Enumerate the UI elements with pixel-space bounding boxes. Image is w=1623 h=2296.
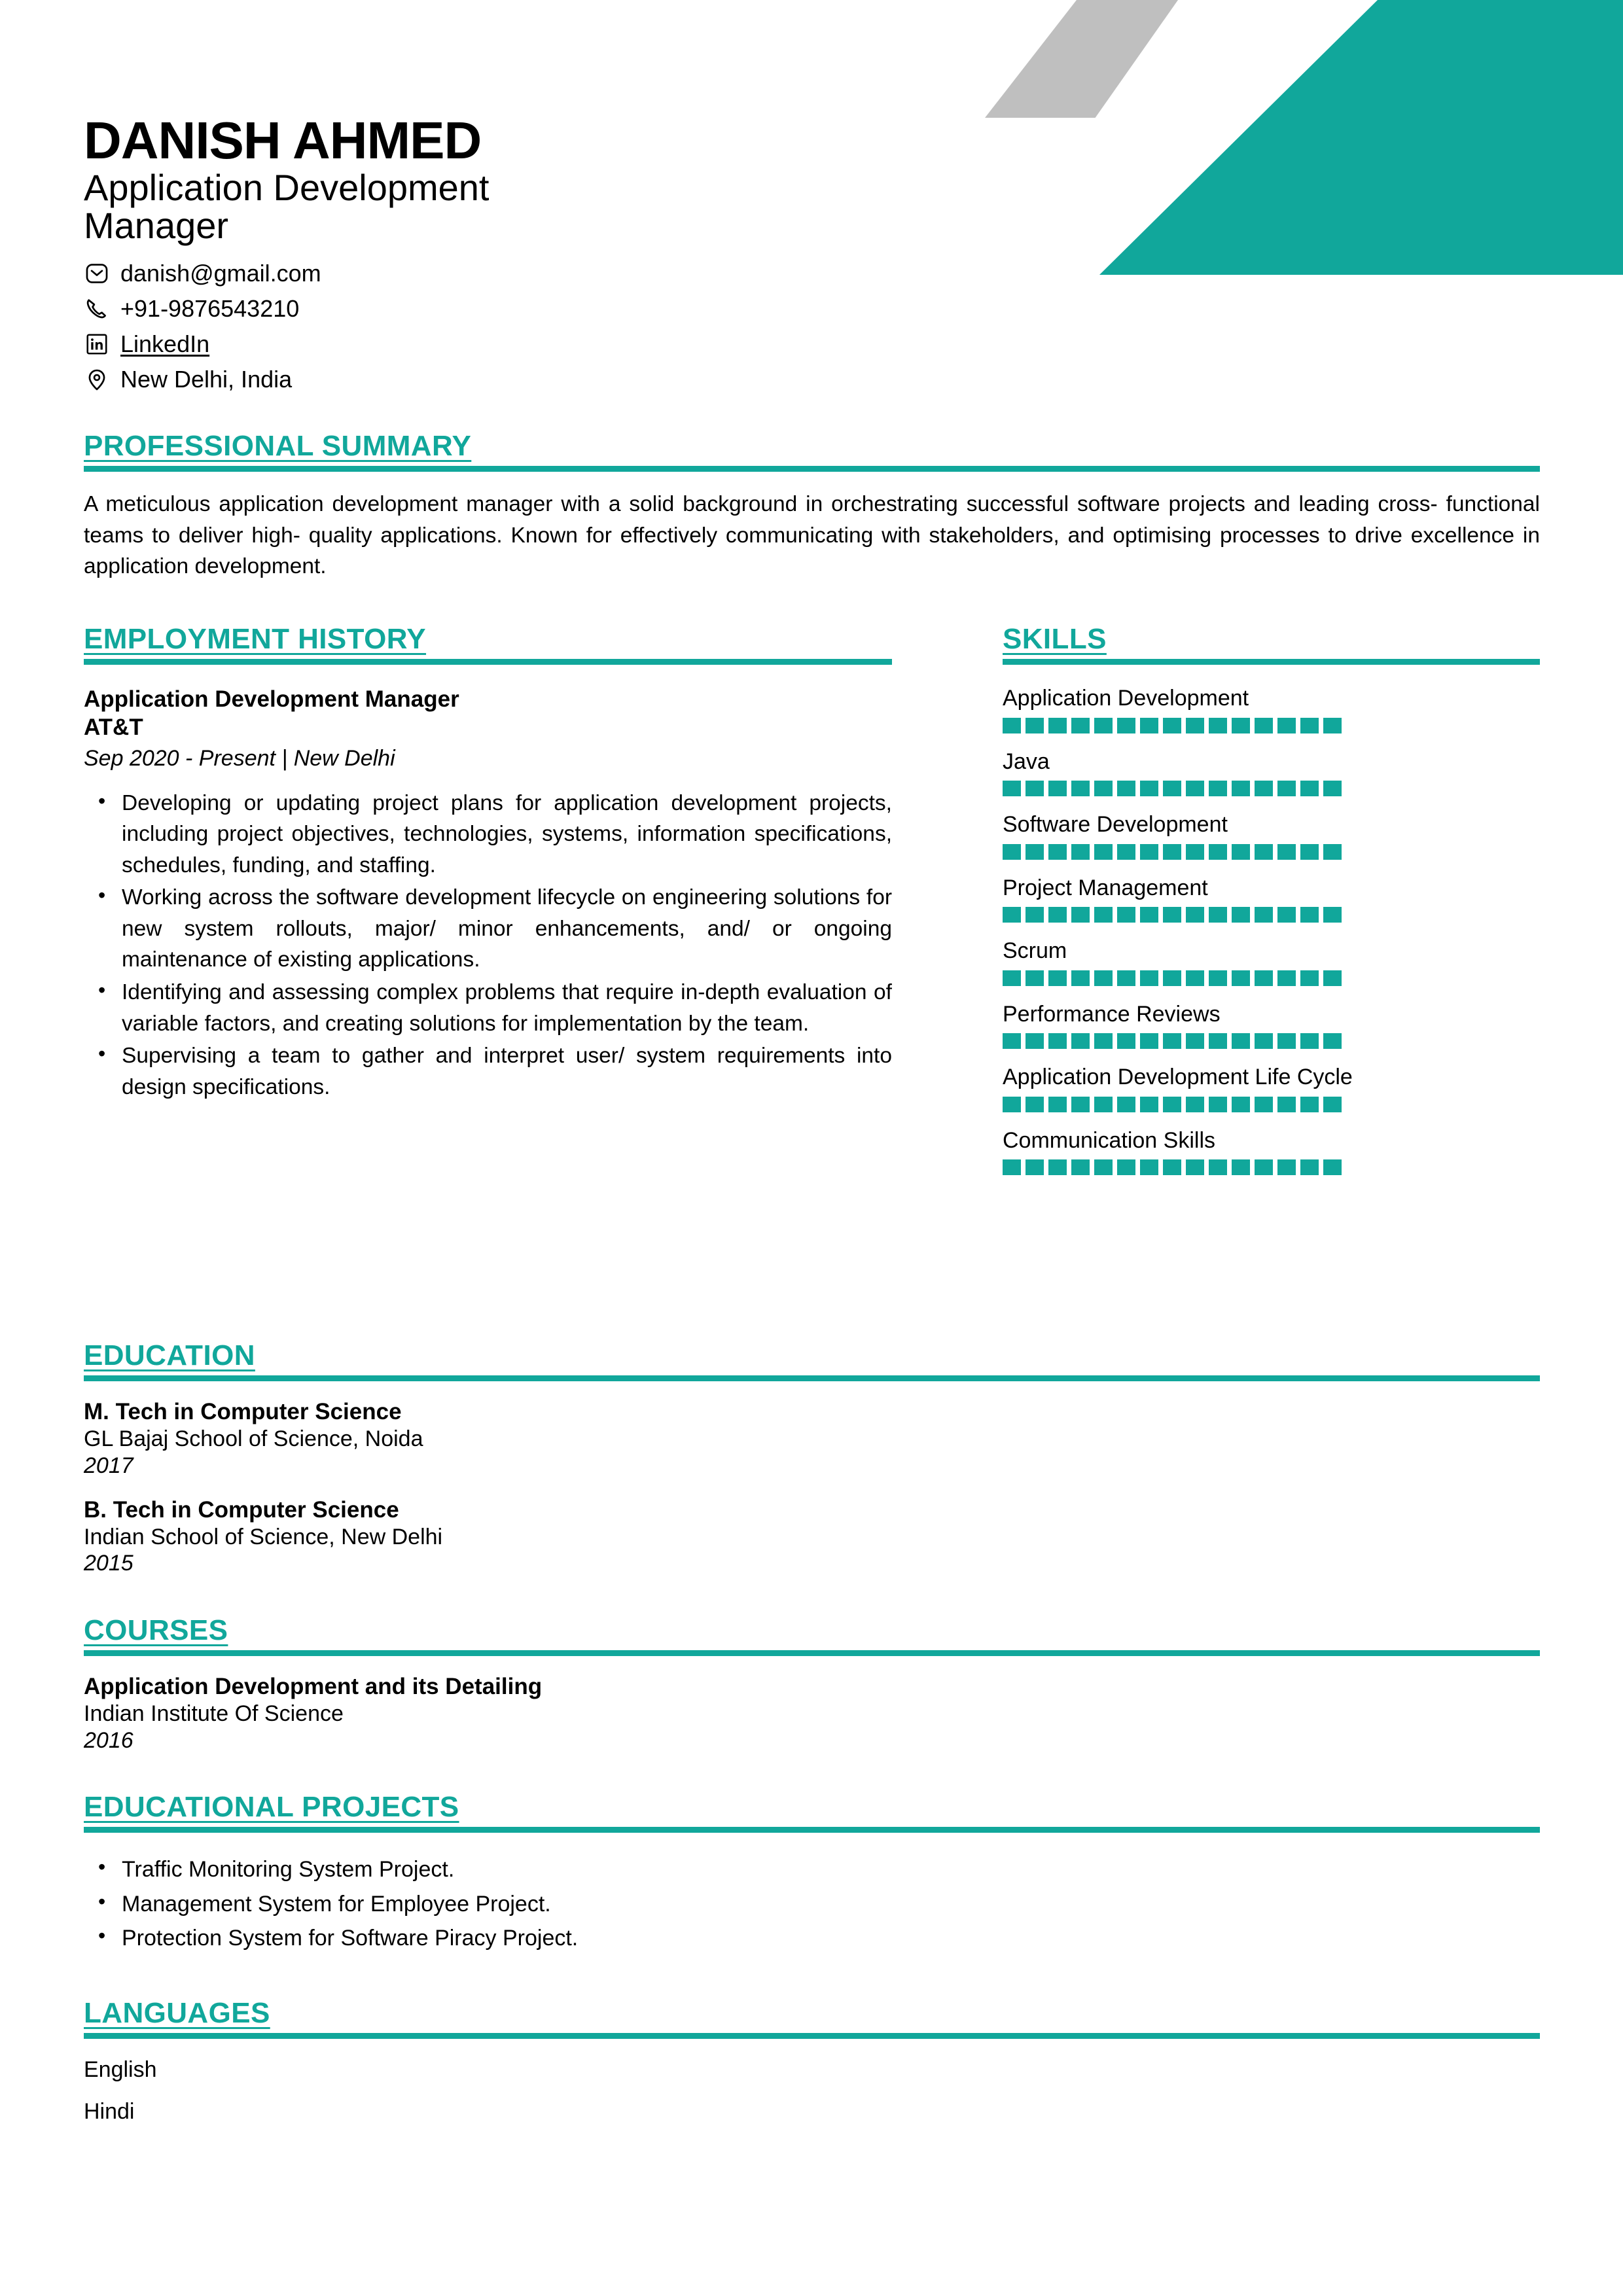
skill-cell xyxy=(1255,781,1273,796)
list-item: • Developing or updating project plans for application development projects, including project objectives, technologies, systems, information specifications, schedules, funding, and staffing. xyxy=(118,788,892,881)
section-heading-skills: SKILLS xyxy=(1003,623,1107,655)
skill-cell xyxy=(1300,1159,1319,1175)
education-degree: B. Tech in Computer Science xyxy=(84,1496,399,1523)
skill-cell xyxy=(1117,1097,1135,1112)
section-education xyxy=(84,1341,1540,1577)
skill-level-bar xyxy=(1003,718,1540,733)
skill-cell xyxy=(1094,1033,1113,1049)
skill-cell xyxy=(1048,970,1067,986)
education-school: Indian School of Science, New Delhi xyxy=(84,1524,443,1549)
skill-cell xyxy=(1094,1097,1113,1112)
skill-cell xyxy=(1300,907,1319,923)
skill-cell xyxy=(1209,1159,1227,1175)
skill-cell xyxy=(1277,781,1296,796)
skill-cell xyxy=(1232,970,1250,986)
skill-cell xyxy=(1232,1097,1250,1112)
skill-cell xyxy=(1186,970,1204,986)
teal-parallelogram-shape xyxy=(1093,0,1623,275)
skill-cell xyxy=(1071,1159,1090,1175)
skill-cell xyxy=(1277,970,1296,986)
skill-label: Java xyxy=(1003,749,1050,774)
education-year: 2015 xyxy=(84,1551,134,1576)
skill-level-bar xyxy=(1003,781,1540,796)
skill-label: Application Development xyxy=(1003,686,1249,711)
skill-cell xyxy=(1323,718,1342,733)
contact-item-linkedin[interactable] xyxy=(84,327,804,362)
skill-cell xyxy=(1255,1033,1273,1049)
skill-cell xyxy=(1209,970,1227,986)
section-languages xyxy=(84,1999,1540,2123)
skill-item xyxy=(1003,684,1540,733)
skill-cell xyxy=(1026,907,1044,923)
education-degree: M. Tech in Computer Science xyxy=(84,1399,402,1424)
employment-dates-location: Sep 2020 - Present | New Delhi xyxy=(84,746,395,771)
phone-icon xyxy=(84,296,110,322)
skill-cell xyxy=(1163,1033,1181,1049)
skill-label: Software Development xyxy=(1003,812,1228,837)
email-icon xyxy=(84,260,110,287)
skill-cell xyxy=(1003,970,1021,986)
skill-cell xyxy=(1186,844,1204,860)
skill-cell xyxy=(1209,1097,1227,1112)
page-title: DANISH AHMED xyxy=(84,111,482,169)
skill-cell xyxy=(1232,1033,1250,1049)
skill-cell xyxy=(1140,1033,1158,1049)
skill-cell xyxy=(1094,718,1113,733)
section-rule xyxy=(84,1827,1540,1833)
skill-cell xyxy=(1186,1097,1204,1112)
employment-role: Application Development Manager xyxy=(84,686,459,712)
skill-cell xyxy=(1003,1159,1021,1175)
skill-cell xyxy=(1140,907,1158,923)
employment-entry xyxy=(84,686,892,1103)
skill-item xyxy=(1003,1063,1540,1112)
skill-cell xyxy=(1186,1033,1204,1049)
skill-cell xyxy=(1300,718,1319,733)
section-rule xyxy=(84,2033,1540,2039)
skill-cell xyxy=(1026,781,1044,796)
skill-level-bar xyxy=(1003,907,1540,923)
skill-cell xyxy=(1300,1033,1319,1049)
skill-cell xyxy=(1300,781,1319,796)
section-rule xyxy=(1003,659,1540,665)
skill-cell xyxy=(1117,781,1135,796)
skill-item xyxy=(1003,937,1540,986)
skill-cell xyxy=(1255,1159,1273,1175)
skill-cell xyxy=(1300,970,1319,986)
skill-cell xyxy=(1277,907,1296,923)
skill-cell xyxy=(1071,844,1090,860)
contact-location-text: New Delhi, India xyxy=(120,365,293,393)
skill-cell xyxy=(1186,718,1204,733)
section-rule xyxy=(84,1375,1540,1381)
list-item: • Working across the software development lifecycle on engineering solutions for new system rollouts, major/ minor enhancements, and/ or ongoing maintenance of existing applications. xyxy=(118,882,892,976)
education-entry xyxy=(84,1496,1540,1578)
skill-cell xyxy=(1209,781,1227,796)
contact-email-text: danish@gmail.com xyxy=(120,259,321,287)
skill-cell xyxy=(1026,1097,1044,1112)
skill-item xyxy=(1003,811,1540,860)
skill-cell xyxy=(1003,1033,1021,1049)
skill-cell xyxy=(1140,781,1158,796)
skill-cell xyxy=(1071,1033,1090,1049)
projects-list xyxy=(84,1852,1540,1956)
skill-cell xyxy=(1094,781,1113,796)
skill-cell xyxy=(1255,970,1273,986)
skill-cell xyxy=(1117,1159,1135,1175)
contact-phone-text: +91-9876543210 xyxy=(120,294,300,322)
skill-cell xyxy=(1026,844,1044,860)
skill-cell xyxy=(1232,781,1250,796)
skill-label: Application Development Life Cycle xyxy=(1003,1065,1353,1089)
skill-cell xyxy=(1163,970,1181,986)
list-item: English xyxy=(84,2057,157,2082)
contact-list xyxy=(84,256,804,397)
skill-cell xyxy=(1323,781,1342,796)
skill-cell xyxy=(1163,907,1181,923)
contact-linkedin-text[interactable]: LinkedIn xyxy=(120,330,210,357)
skill-cell xyxy=(1323,1159,1342,1175)
section-educational-projects xyxy=(84,1793,1540,1956)
skill-cell xyxy=(1232,1159,1250,1175)
skill-cell xyxy=(1140,844,1158,860)
section-heading-courses: COURSES xyxy=(84,1614,228,1646)
education-school: GL Bajaj School of Science, Noida xyxy=(84,1426,423,1451)
skill-cell xyxy=(1048,1033,1067,1049)
skill-cell xyxy=(1163,844,1181,860)
list-item: • Supervising a team to gather and interpret user/ system requirements into design specifications. xyxy=(118,1040,892,1103)
location-icon xyxy=(84,366,110,393)
skill-cell xyxy=(1209,907,1227,923)
list-item: • Identifying and assessing complex problems that require in-depth evaluation of variable factors, and creating solutions for implementation by the team. xyxy=(118,977,892,1039)
skill-cell xyxy=(1209,844,1227,860)
skill-cell xyxy=(1163,781,1181,796)
skill-cell xyxy=(1323,844,1342,860)
course-entry xyxy=(84,1673,1540,1754)
skill-cell xyxy=(1323,1097,1342,1112)
skill-cell xyxy=(1140,718,1158,733)
section-rule xyxy=(84,659,892,665)
skill-cell xyxy=(1140,970,1158,986)
skill-cell xyxy=(1071,718,1090,733)
skill-cell xyxy=(1117,1033,1135,1049)
contact-item-location xyxy=(84,362,804,397)
skill-label: Communication Skills xyxy=(1003,1127,1215,1153)
skill-cell xyxy=(1094,970,1113,986)
section-heading-languages: LANGUAGES xyxy=(84,1997,270,2029)
skill-cell xyxy=(1048,1159,1067,1175)
skill-level-bar xyxy=(1003,1097,1540,1112)
skill-cell xyxy=(1071,907,1090,923)
skill-cell xyxy=(1026,970,1044,986)
skill-cell xyxy=(1277,844,1296,860)
skill-cell xyxy=(1232,844,1250,860)
skill-item xyxy=(1003,1127,1540,1176)
skill-cell xyxy=(1117,970,1135,986)
contact-item-phone[interactable] xyxy=(84,291,804,327)
skill-cell xyxy=(1186,1159,1204,1175)
course-year: 2016 xyxy=(84,1727,134,1753)
course-title: Application Development and its Detailing xyxy=(84,1674,543,1699)
teal-notch-shape xyxy=(985,0,1378,275)
skill-cell xyxy=(1003,907,1021,923)
identity-block xyxy=(84,111,804,397)
skill-cell xyxy=(1003,781,1021,796)
section-heading-summary: PROFESSIONAL SUMMARY xyxy=(84,430,472,462)
languages-list xyxy=(84,2058,1540,2123)
skill-cell xyxy=(1003,718,1021,733)
skill-cell xyxy=(1323,1033,1342,1049)
skill-cell xyxy=(1071,970,1090,986)
skill-cell xyxy=(1209,1033,1227,1049)
skill-label: Scrum xyxy=(1003,938,1067,963)
skill-cell xyxy=(1048,781,1067,796)
skill-cell xyxy=(1048,907,1067,923)
employment-company: AT&T xyxy=(84,714,143,740)
skill-cell xyxy=(1094,907,1113,923)
skill-cell xyxy=(1048,1097,1067,1112)
skill-cell xyxy=(1026,1033,1044,1049)
skill-cell xyxy=(1300,1097,1319,1112)
skill-cell xyxy=(1277,1033,1296,1049)
skill-cell xyxy=(1163,1159,1181,1175)
section-courses xyxy=(84,1616,1540,1754)
skill-cell xyxy=(1094,1159,1113,1175)
skill-cell xyxy=(1186,781,1204,796)
section-rule xyxy=(84,466,1540,472)
skill-cell xyxy=(1277,1097,1296,1112)
contact-item-email[interactable] xyxy=(84,256,804,291)
employment-duties-list xyxy=(84,788,892,1103)
skill-cell xyxy=(1323,970,1342,986)
summary-paragraph: A meticulous application development manager with a solid background in orchestrating successful software projects and leading cross- functional teams to deliver high- quality applications. Known for effectively communicating with stakeholders, and optimising processes to drive excellence in application development. xyxy=(84,492,1540,579)
skill-cell xyxy=(1300,844,1319,860)
skill-cell xyxy=(1003,1097,1021,1112)
skill-cell xyxy=(1255,718,1273,733)
skill-cell xyxy=(1255,907,1273,923)
skill-label: Performance Reviews xyxy=(1003,1001,1221,1027)
section-professional-summary xyxy=(84,432,1540,582)
skill-cell xyxy=(1140,1159,1158,1175)
skill-cell xyxy=(1048,844,1067,860)
job-title-subtitle: Application Development Manager xyxy=(84,167,490,246)
education-year: 2017 xyxy=(84,1453,134,1478)
skill-cell xyxy=(1255,844,1273,860)
skill-cell xyxy=(1026,1159,1044,1175)
skill-cell xyxy=(1026,718,1044,733)
skill-item xyxy=(1003,748,1540,797)
skill-cell xyxy=(1071,1097,1090,1112)
section-heading-education: EDUCATION xyxy=(84,1339,255,1371)
skill-cell xyxy=(1209,718,1227,733)
section-heading-projects: EDUCATIONAL PROJECTS xyxy=(84,1791,459,1823)
list-item: Hindi xyxy=(84,2099,135,2124)
skill-cell xyxy=(1277,1159,1296,1175)
skill-cell xyxy=(1048,718,1067,733)
skill-item xyxy=(1003,1000,1540,1050)
section-skills xyxy=(1003,625,1540,1190)
list-item: • Protection System for Software Piracy Project. xyxy=(118,1921,1540,1956)
course-provider: Indian Institute Of Science xyxy=(84,1701,344,1726)
skill-cell xyxy=(1232,907,1250,923)
skill-cell xyxy=(1323,907,1342,923)
skill-cell xyxy=(1255,1097,1273,1112)
skill-level-bar xyxy=(1003,1033,1540,1049)
skill-cell xyxy=(1117,718,1135,733)
section-rule xyxy=(84,1650,1540,1656)
skill-cell xyxy=(1003,844,1021,860)
skill-cell xyxy=(1094,844,1113,860)
skill-level-bar xyxy=(1003,970,1540,986)
skill-cell xyxy=(1140,1097,1158,1112)
skill-cell xyxy=(1163,1097,1181,1112)
skill-cell xyxy=(1186,907,1204,923)
linkedin-icon xyxy=(84,331,110,357)
skills-list xyxy=(1003,684,1540,1175)
section-employment-history xyxy=(84,625,892,1104)
list-item: • Management System for Employee Project. xyxy=(118,1887,1540,1922)
skill-cell xyxy=(1117,907,1135,923)
skill-cell xyxy=(1232,718,1250,733)
skill-cell xyxy=(1071,781,1090,796)
education-entry xyxy=(84,1398,1540,1479)
skill-level-bar xyxy=(1003,1159,1540,1175)
gray-parallelogram-shape xyxy=(985,0,1263,118)
skill-label: Project Management xyxy=(1003,875,1208,900)
section-heading-employment: EMPLOYMENT HISTORY xyxy=(84,623,427,655)
skill-cell xyxy=(1117,844,1135,860)
skill-level-bar xyxy=(1003,844,1540,860)
skill-cell xyxy=(1277,718,1296,733)
skill-cell xyxy=(1163,718,1181,733)
skill-item xyxy=(1003,874,1540,923)
list-item: • Traffic Monitoring System Project. xyxy=(118,1852,1540,1887)
